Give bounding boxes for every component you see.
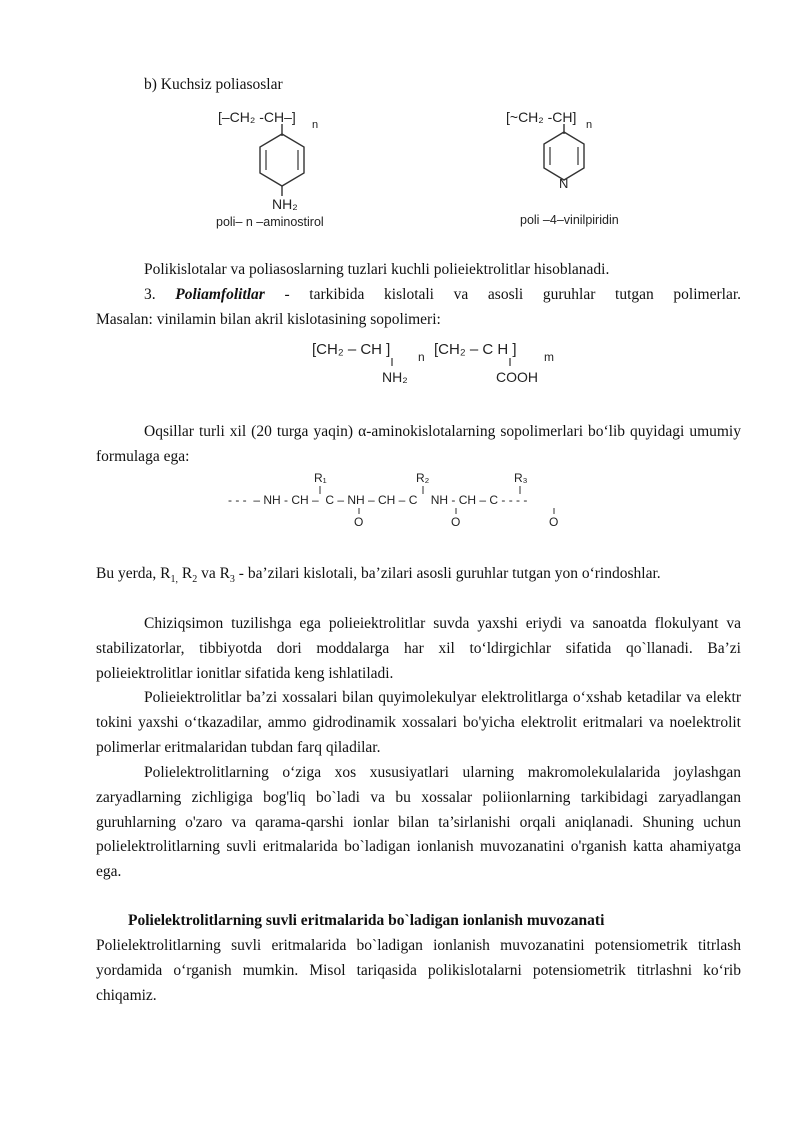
repeat-unit-right: [~CH₂ -CH]: [506, 109, 577, 125]
paragraph-salts: Polikislotalar va poliasoslarning tuzlari kuchli polieiektrolitlar hisoblanadi.: [144, 261, 610, 278]
amino-group: NH₂: [272, 196, 298, 212]
paragraph-specific: Polielektrolitlarning o‘ziga xos xususiyatlari ularning makromolekulalarida joylashgan zaryadlarning zichligiga bog'liq bo`ladi va bu xossalar poliionlarning tarkibidagi zaryadlangan guruhlarning o'zaro va qarama-qarshi ionlar bilan ta’sirlanishi orqali aniqlanadi. Shuning uchun polielektrolitlarning suvli eritmalarida bo`ladigan ionlanish muvozanatini o'rganish katta ahamiyatga ega.: [96, 764, 741, 881]
paragraph-r-groups: Bu yerda, $R_{1,}$ $R_2$ va $R_3$ - ba’zilari kislotali, ba’zilari asosli guruhlar tutgan yon o‘rindoshlar.: [96, 565, 661, 586]
peptide-formula: [228, 470, 608, 532]
repeat-unit-left: [–CH₂ -CH–]: [218, 109, 296, 125]
copolymer-unit1: [CH₂ – CH ]: [312, 341, 391, 358]
carbonyl-o-2: O: [451, 515, 461, 529]
paragraph-proteins: Oqsillar turli xil (20 turga yaqin) α-aminokislotalarning sopolimerlari bo‘lib quyidagi umumiy formulaga ega:: [96, 423, 741, 465]
structure-right-name: poli –4–vinilpiridin: [520, 213, 619, 227]
paragraph-final: Polielektrolitlarning suvli eritmalarida bo`ladigan ionlanish muvozanatini potensiometrik titrlash yordamida o‘rganish mumkin. Misol tariqasida polikislotalarni potensiometrik titrlashni ko‘rib chiqamiz.: [96, 937, 741, 1004]
pyridine-nitrogen: N: [559, 176, 569, 191]
copolymer-example-text: Masalan: vinilamin bilan akril kislotasining sopolimeri:: [96, 310, 441, 328]
paragraph-polyampholytes: [96, 283, 741, 333]
copolymer-carboxyl: COOH: [496, 369, 538, 385]
carbonyl-o-1: O: [354, 515, 364, 529]
repeat-sub-right: n: [586, 119, 593, 131]
r1-label: R₁: [314, 471, 327, 485]
r3-label: R₃: [514, 471, 528, 485]
item-number: 3.: [144, 286, 156, 303]
polyampholytes-definition: - tarkibida kislotali va asosli guruhlar tutgan polimerlar.: [264, 286, 741, 303]
r2-label: R₂: [416, 471, 430, 485]
section-heading: Polielektrolitlarning suvli eritmalarida bo`ladigan ionlanish muvozanati: [128, 912, 605, 929]
structure-poly-aminostyrene: [200, 104, 370, 234]
term-polyampholytes: Poliamfolitlar: [175, 286, 265, 303]
copolymer-amine: NH₂: [382, 369, 408, 385]
copolymer-formula: [312, 334, 572, 390]
copolymer-sub-m: m: [544, 350, 554, 364]
structure-poly-vinylpyridine: [498, 104, 658, 234]
paragraph-linear: Chiziqsimon tuzilishga ega polieiektrolitlar suvda yaxshi eriydi va sanoatda flokulyant va stabilizatorlar, tibbiyotda dori moddalarga har xil to‘ldirgichlar sifatida qo`llanadi. Ba’zi polieiektrolitlar ionitlar sifatida keng ishlatiladi.: [96, 615, 741, 682]
paragraph-properties: Polieiektrolitlar ba’zi xossalari bilan quyimolekulyar elektrolitlarga o‘xshab ketadilar va elektr tokini yaxshi o‘tkazadilar, ammo gidrodinamik xossalari bo'yicha elektrolit eritmalari va noelektrolit polimerlar eritmalaridan tubdan farq qiladilar.: [96, 689, 741, 756]
section-b-label: b) Kuchsiz poliasoslar: [144, 76, 283, 93]
copolymer-sub-n: n: [418, 350, 425, 364]
carbonyl-o-3: O: [549, 515, 559, 529]
peptide-chain: - - - – NH - CH – C – NH – CH – C NH - CH – C - - - -: [228, 493, 528, 507]
repeat-sub-left: n: [312, 119, 319, 131]
structure-left-name: poli– n –aminostirol: [216, 215, 324, 229]
copolymer-unit2: [CH₂ – C H ]: [434, 341, 517, 358]
